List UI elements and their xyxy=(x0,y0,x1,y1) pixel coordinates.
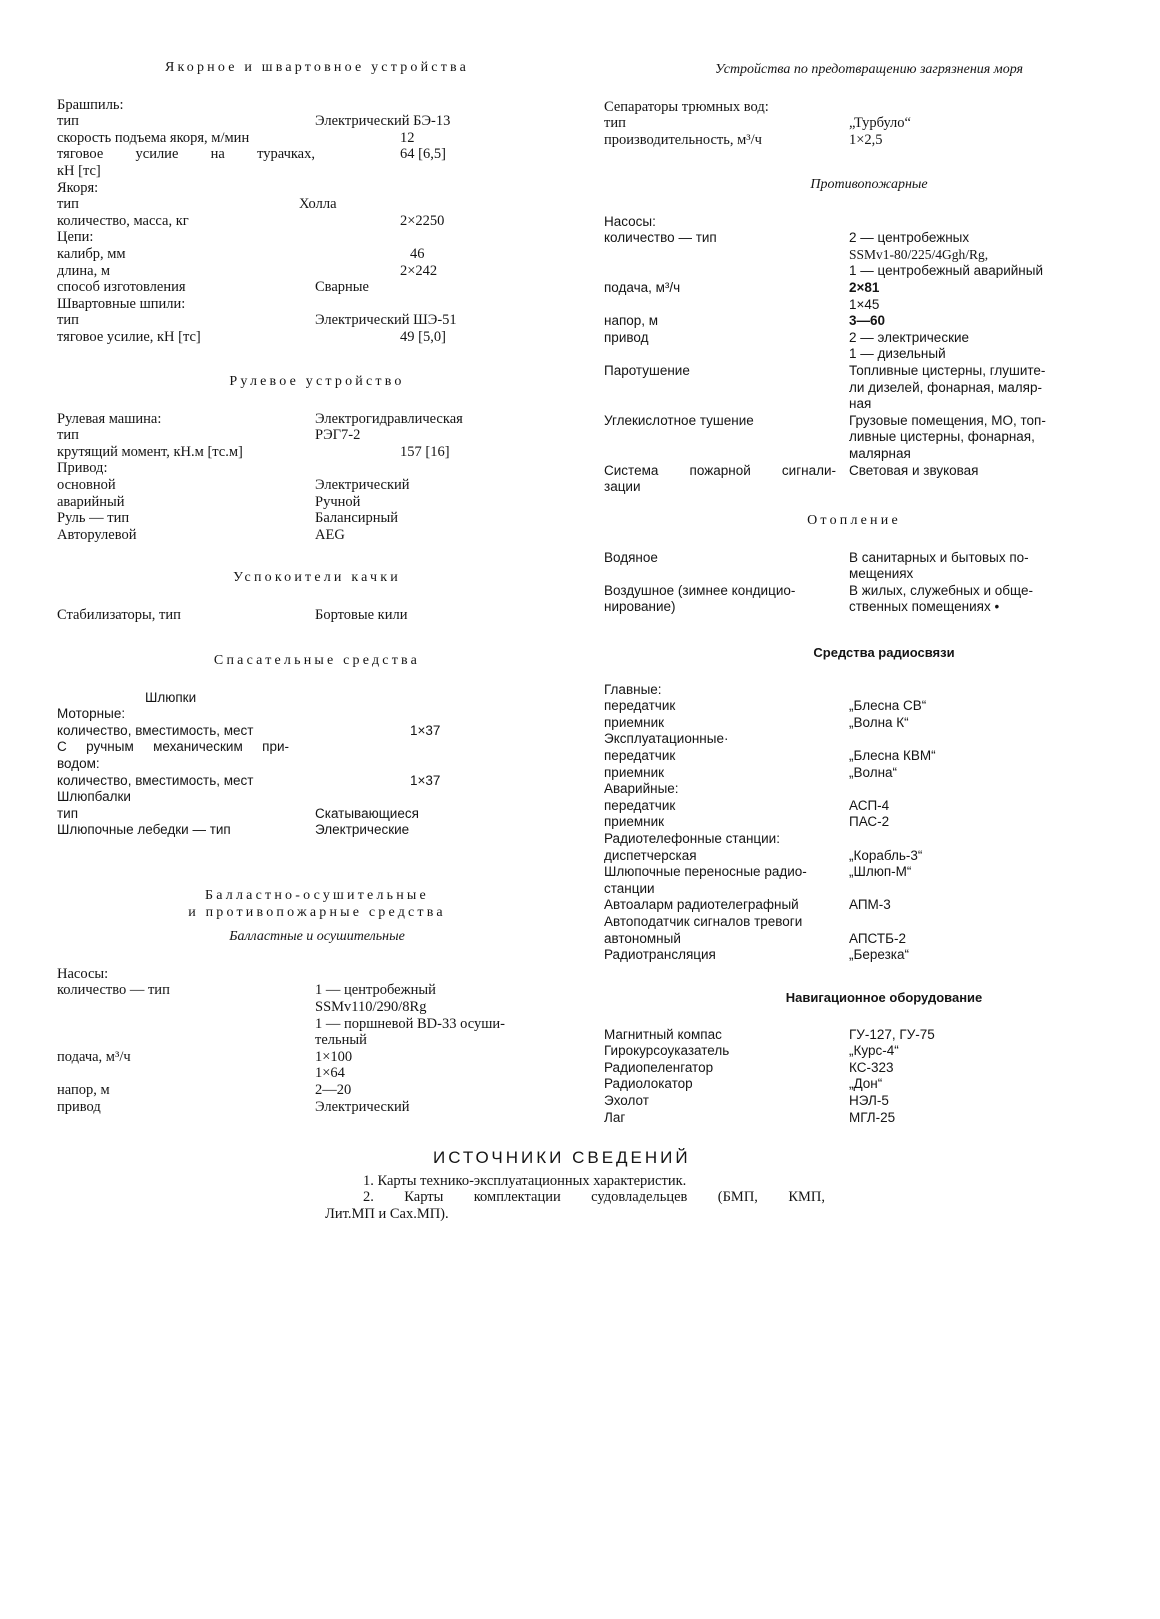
boat-radio-key: Шлюпочные переносные радио- xyxy=(604,864,807,880)
drive-emergency-value: Ручной xyxy=(315,493,361,510)
air-heating-value-1: В жилых, служебных и обще- xyxy=(849,582,1033,598)
length-value: 2×242 xyxy=(400,262,438,279)
pollution-section xyxy=(604,62,1104,148)
emer-tx-key: передатчик xyxy=(604,797,676,813)
compass-value: ГУ-127, ГУ-75 xyxy=(849,1026,935,1042)
separator-capacity-value: 1×2,5 xyxy=(849,131,883,148)
fire-flow-key: подача, м³/ч xyxy=(604,279,681,295)
steering-type-value: РЭГ7-2 xyxy=(315,427,361,444)
dispatcher-value: „Корабль-3“ xyxy=(849,847,923,863)
section-title: Якорное и швартовное устройства xyxy=(164,60,470,75)
davits-type-key: тип xyxy=(57,805,79,821)
radio-main-label: Главные: xyxy=(604,681,662,697)
heating-section xyxy=(604,513,1104,616)
caliber-key: калибр, мм xyxy=(57,245,126,262)
signal-key-2: автономный xyxy=(604,930,681,946)
stabilizers-section xyxy=(57,570,577,623)
navigation-section xyxy=(604,990,1104,1126)
chains-label: Цепи: xyxy=(57,229,94,246)
section-title: Навигационное оборудование xyxy=(785,990,983,1005)
echo-sounder-value: НЭЛ-5 xyxy=(849,1092,889,1108)
winches-value: Электрические xyxy=(315,822,410,838)
source-item-1: 1. Карты технико-эксплуатационных характеристик. xyxy=(363,1172,687,1189)
drive-main-value: Электрический xyxy=(315,476,410,493)
ballast-qty-value-3: 1 — поршневой BD-33 осуши- xyxy=(315,1015,505,1032)
emer-tx-value: АСП-4 xyxy=(849,797,890,813)
rudder-key: Руль — тип xyxy=(57,510,130,527)
windlass-type-value: Электрический БЭ-13 xyxy=(315,113,451,130)
length-key: длина, м xyxy=(57,262,110,279)
boats-heading: Шлюпки xyxy=(145,689,197,705)
section-title-line-2: и противопожарные средства xyxy=(188,904,446,920)
manual-label-1: С ручным механическим при- xyxy=(57,739,289,755)
section-title: Устройства по предотвращению загрязнения моря xyxy=(714,62,1024,77)
separator-type-value: „Турбуло“ xyxy=(849,115,911,132)
radio-section xyxy=(604,645,1104,964)
fire-qty-key: количество — тип xyxy=(604,230,717,246)
source-item-2: 2. Карты комплектации судовладельцев (БМП, КМП, xyxy=(363,1189,825,1206)
separator-capacity-key: производительность, м³/ч xyxy=(604,131,762,148)
co2-value-3: малярная xyxy=(849,445,911,461)
water-heating-value-2: мещениях xyxy=(849,566,914,582)
co2-key: Углекислотное тушение xyxy=(604,412,754,428)
section-title: Рулевое устройство xyxy=(229,374,405,389)
capstan-type-value: Электрический ШЭ-51 xyxy=(315,312,457,329)
water-heating-key: Водяное xyxy=(604,549,658,565)
sources-title: ИСТОЧНИКИ СВЕДЕНИЙ xyxy=(433,1148,691,1167)
radar-key: Радиолокатор xyxy=(604,1076,693,1092)
winches-key: Шлюпочные лебедки — тип xyxy=(57,822,231,838)
boat-radio-value: „Шлюп-М“ xyxy=(849,864,912,880)
pull-key: тяговое усилие на турачках, xyxy=(57,146,315,163)
section-title-line-1: Балластно-осушительные xyxy=(205,888,429,903)
ballast-qty-value-2: SSMv110/290/8Rg xyxy=(315,998,427,1015)
anchors-label: Якоря: xyxy=(57,179,99,196)
section-title: Отопление xyxy=(807,513,901,528)
firefighting-section xyxy=(604,177,1104,496)
section-title: Противопожарные xyxy=(810,177,928,192)
emer-rx-value: ПАС-2 xyxy=(849,814,890,830)
co2-value-1: Грузовые помещения, МО, топ- xyxy=(849,412,1046,428)
fire-pumps-label: Насосы: xyxy=(604,213,656,229)
fire-drive-value-2: 1 — дизельный xyxy=(849,346,946,362)
torque-key: крутящий момент, кН.м [тс.м] xyxy=(57,443,243,460)
steam-value-2: ли дизелей, фонарная, маляр- xyxy=(849,379,1042,395)
anchors-type-key: тип xyxy=(57,196,79,213)
sources-section xyxy=(325,1150,845,1222)
boat-radio-key-cont: станции xyxy=(604,880,655,896)
radiotelephone-label: Радиотелефонные станции: xyxy=(604,830,780,846)
windlass-label: Брашпиль: xyxy=(57,96,124,113)
echo-sounder-key: Эхолот xyxy=(604,1092,649,1108)
broadcast-value: „Березка“ xyxy=(849,947,909,963)
lift-speed-value: 12 xyxy=(400,129,415,146)
manual-label-2: водом: xyxy=(57,755,100,771)
source-item-2-cont: Лит.МП и Сах.МП). xyxy=(325,1205,449,1222)
main-rx-key: приемник xyxy=(604,714,665,730)
fire-flow-value-1: 2×81 xyxy=(849,279,880,295)
capstan-pull-key: тяговое усилие, кН [тс] xyxy=(57,328,201,345)
stabilizers-key: Стабилизаторы, тип xyxy=(57,606,181,623)
caliber-value: 46 xyxy=(410,245,425,262)
gyro-key: Гирокурсоуказатель xyxy=(604,1043,730,1059)
motor-qty-key: количество, вместимость, мест xyxy=(57,722,254,738)
main-tx-value: „Блесна СВ“ xyxy=(849,698,927,714)
alarm-key-cont: зации xyxy=(604,479,641,495)
autoalarm-key: Автоаларм радиотелеграфный xyxy=(604,897,799,913)
oper-rx-value: „Волна“ xyxy=(849,764,898,780)
capstan-pull-value: 49 [5,0] xyxy=(400,328,446,345)
ballast-qty-value-4: тельный xyxy=(315,1032,367,1049)
method-value: Сварные xyxy=(315,279,369,296)
separators-label: Сепараторы трюмных вод: xyxy=(604,98,769,115)
ballast-pumps-label: Насосы: xyxy=(57,965,109,982)
pull-key-unit: кН [тс] xyxy=(57,162,101,179)
water-heating-value-1: В санитарных и бытовых по- xyxy=(849,549,1029,565)
pull-value: 64 [6,5] xyxy=(400,146,446,163)
signal-key-1: Автоподатчик сигналов тревоги xyxy=(604,913,803,929)
radio-emer-label: Аварийные: xyxy=(604,781,679,797)
gyro-value: „Курс-4“ xyxy=(849,1043,899,1059)
radar-value: „Дон“ xyxy=(849,1076,883,1092)
anchors-qty-key: количество, масса, кг xyxy=(57,212,189,229)
drive-main-key: основной xyxy=(57,476,116,493)
section-title: Спасательные средства xyxy=(213,653,421,668)
oper-tx-key: передатчик xyxy=(604,747,676,763)
lifesaving-section xyxy=(57,653,577,839)
ballast-flow-key: подача, м³/ч xyxy=(57,1048,131,1065)
fire-qty-value-2: SSMv1-80/225/4Ggh/Rg, xyxy=(849,246,989,262)
steam-value-3: ная xyxy=(849,396,872,412)
lift-speed-key: скорость подъема якоря, м/мин xyxy=(57,129,250,146)
ballast-section xyxy=(57,888,577,1115)
stabilizers-value: Бортовые кили xyxy=(315,606,408,623)
signal-value: АПСТБ-2 xyxy=(849,930,906,946)
fire-drive-key: привод xyxy=(604,329,649,345)
fire-qty-value-3: 1 — центробежный аварийный xyxy=(849,263,1043,279)
autopilot-value: AEG xyxy=(315,526,345,543)
motor-qty-value: 1×37 xyxy=(410,722,441,738)
air-heating-value-2: ственных помещениях • xyxy=(849,599,1000,615)
ballast-drive-key: привод xyxy=(57,1098,101,1115)
autoalarm-value: АПМ-3 xyxy=(849,897,891,913)
ballast-drive-value: Электрический xyxy=(315,1098,410,1115)
direction-finder-value: КС-323 xyxy=(849,1059,894,1075)
log-key: Лаг xyxy=(604,1109,626,1125)
drive-emergency-key: аварийный xyxy=(57,493,125,510)
davits-label: Шлюпбалки xyxy=(57,789,131,805)
broadcast-key: Радиотрансляция xyxy=(604,947,716,963)
davits-type-value: Скатывающиеся xyxy=(315,805,419,821)
oper-rx-key: приемник xyxy=(604,764,665,780)
steering-section xyxy=(57,374,577,543)
fire-head-value: 3—60 xyxy=(849,313,886,329)
anchors-qty-value: 2×2250 xyxy=(400,212,445,229)
ballast-qty-key: количество — тип xyxy=(57,982,170,999)
ballast-head-value: 2—20 xyxy=(315,1081,352,1098)
dispatcher-key: диспетчерская xyxy=(604,847,697,863)
ballast-head-key: напор, м xyxy=(57,1081,110,1098)
fire-qty-value-1: 2 — центробежных xyxy=(849,230,970,246)
manual-qty-key: количество, вместимость, мест xyxy=(57,772,254,788)
autopilot-key: Авторулевой xyxy=(57,526,137,543)
manual-qty-value: 1×37 xyxy=(410,772,441,788)
radio-oper-label: Эксплуатационные· xyxy=(604,731,729,747)
torque-value: 157 [16] xyxy=(400,443,450,460)
section-title: Успокоители качки xyxy=(233,570,401,585)
steering-machine-value: Электрогидравлическая xyxy=(315,410,463,427)
fire-drive-value-1: 2 — электрические xyxy=(849,329,970,345)
anchors-type-value: Холла xyxy=(299,196,337,213)
alarm-value: Световая и звуковая xyxy=(849,462,979,478)
fire-flow-value-2: 1×45 xyxy=(849,296,880,312)
main-rx-value: „Волна К“ xyxy=(849,714,909,730)
air-heating-key-1: Воздушное (зимнее кондицио- xyxy=(604,582,796,598)
steering-machine-key: Рулевая машина: xyxy=(57,410,162,427)
ballast-flow-value-2: 1×64 xyxy=(315,1065,345,1082)
windlass-type-key: тип xyxy=(57,113,79,130)
drive-label: Привод: xyxy=(57,460,108,477)
air-heating-key-2: нирование) xyxy=(604,599,676,615)
anchor-mooring-section xyxy=(57,60,577,346)
ballast-qty-value-1: 1 — центробежный xyxy=(315,982,436,999)
capstan-type-key: тип xyxy=(57,312,79,329)
compass-key: Магнитный компас xyxy=(604,1026,722,1042)
oper-tx-value: „Блесна КВМ“ xyxy=(849,747,936,763)
steam-value-1: Топливные цистерны, глушите- xyxy=(849,362,1046,378)
steam-key: Паротушение xyxy=(604,362,690,378)
emer-rx-key: приемник xyxy=(604,814,665,830)
separator-type-key: тип xyxy=(604,115,626,132)
co2-value-2: ливные цистерны, фонарная, xyxy=(849,429,1035,445)
alarm-key: Система пожарной сигнали- xyxy=(604,462,836,478)
log-value: МГЛ-25 xyxy=(849,1109,896,1125)
steering-type-key: тип xyxy=(57,427,79,444)
direction-finder-key: Радиопеленгатор xyxy=(604,1059,714,1075)
rudder-value: Балансирный xyxy=(315,510,399,527)
motor-label: Моторные: xyxy=(57,706,126,722)
section-title: Средства радиосвязи xyxy=(813,645,955,660)
section-subtitle: Балластные и осушительные xyxy=(229,929,405,945)
fire-head-key: напор, м xyxy=(604,313,659,329)
ballast-flow-value-1: 1×100 xyxy=(315,1048,353,1065)
method-key: способ изготовления xyxy=(57,279,186,296)
main-tx-key: передатчик xyxy=(604,698,676,714)
capstan-label: Швартовные шпили: xyxy=(57,295,186,312)
